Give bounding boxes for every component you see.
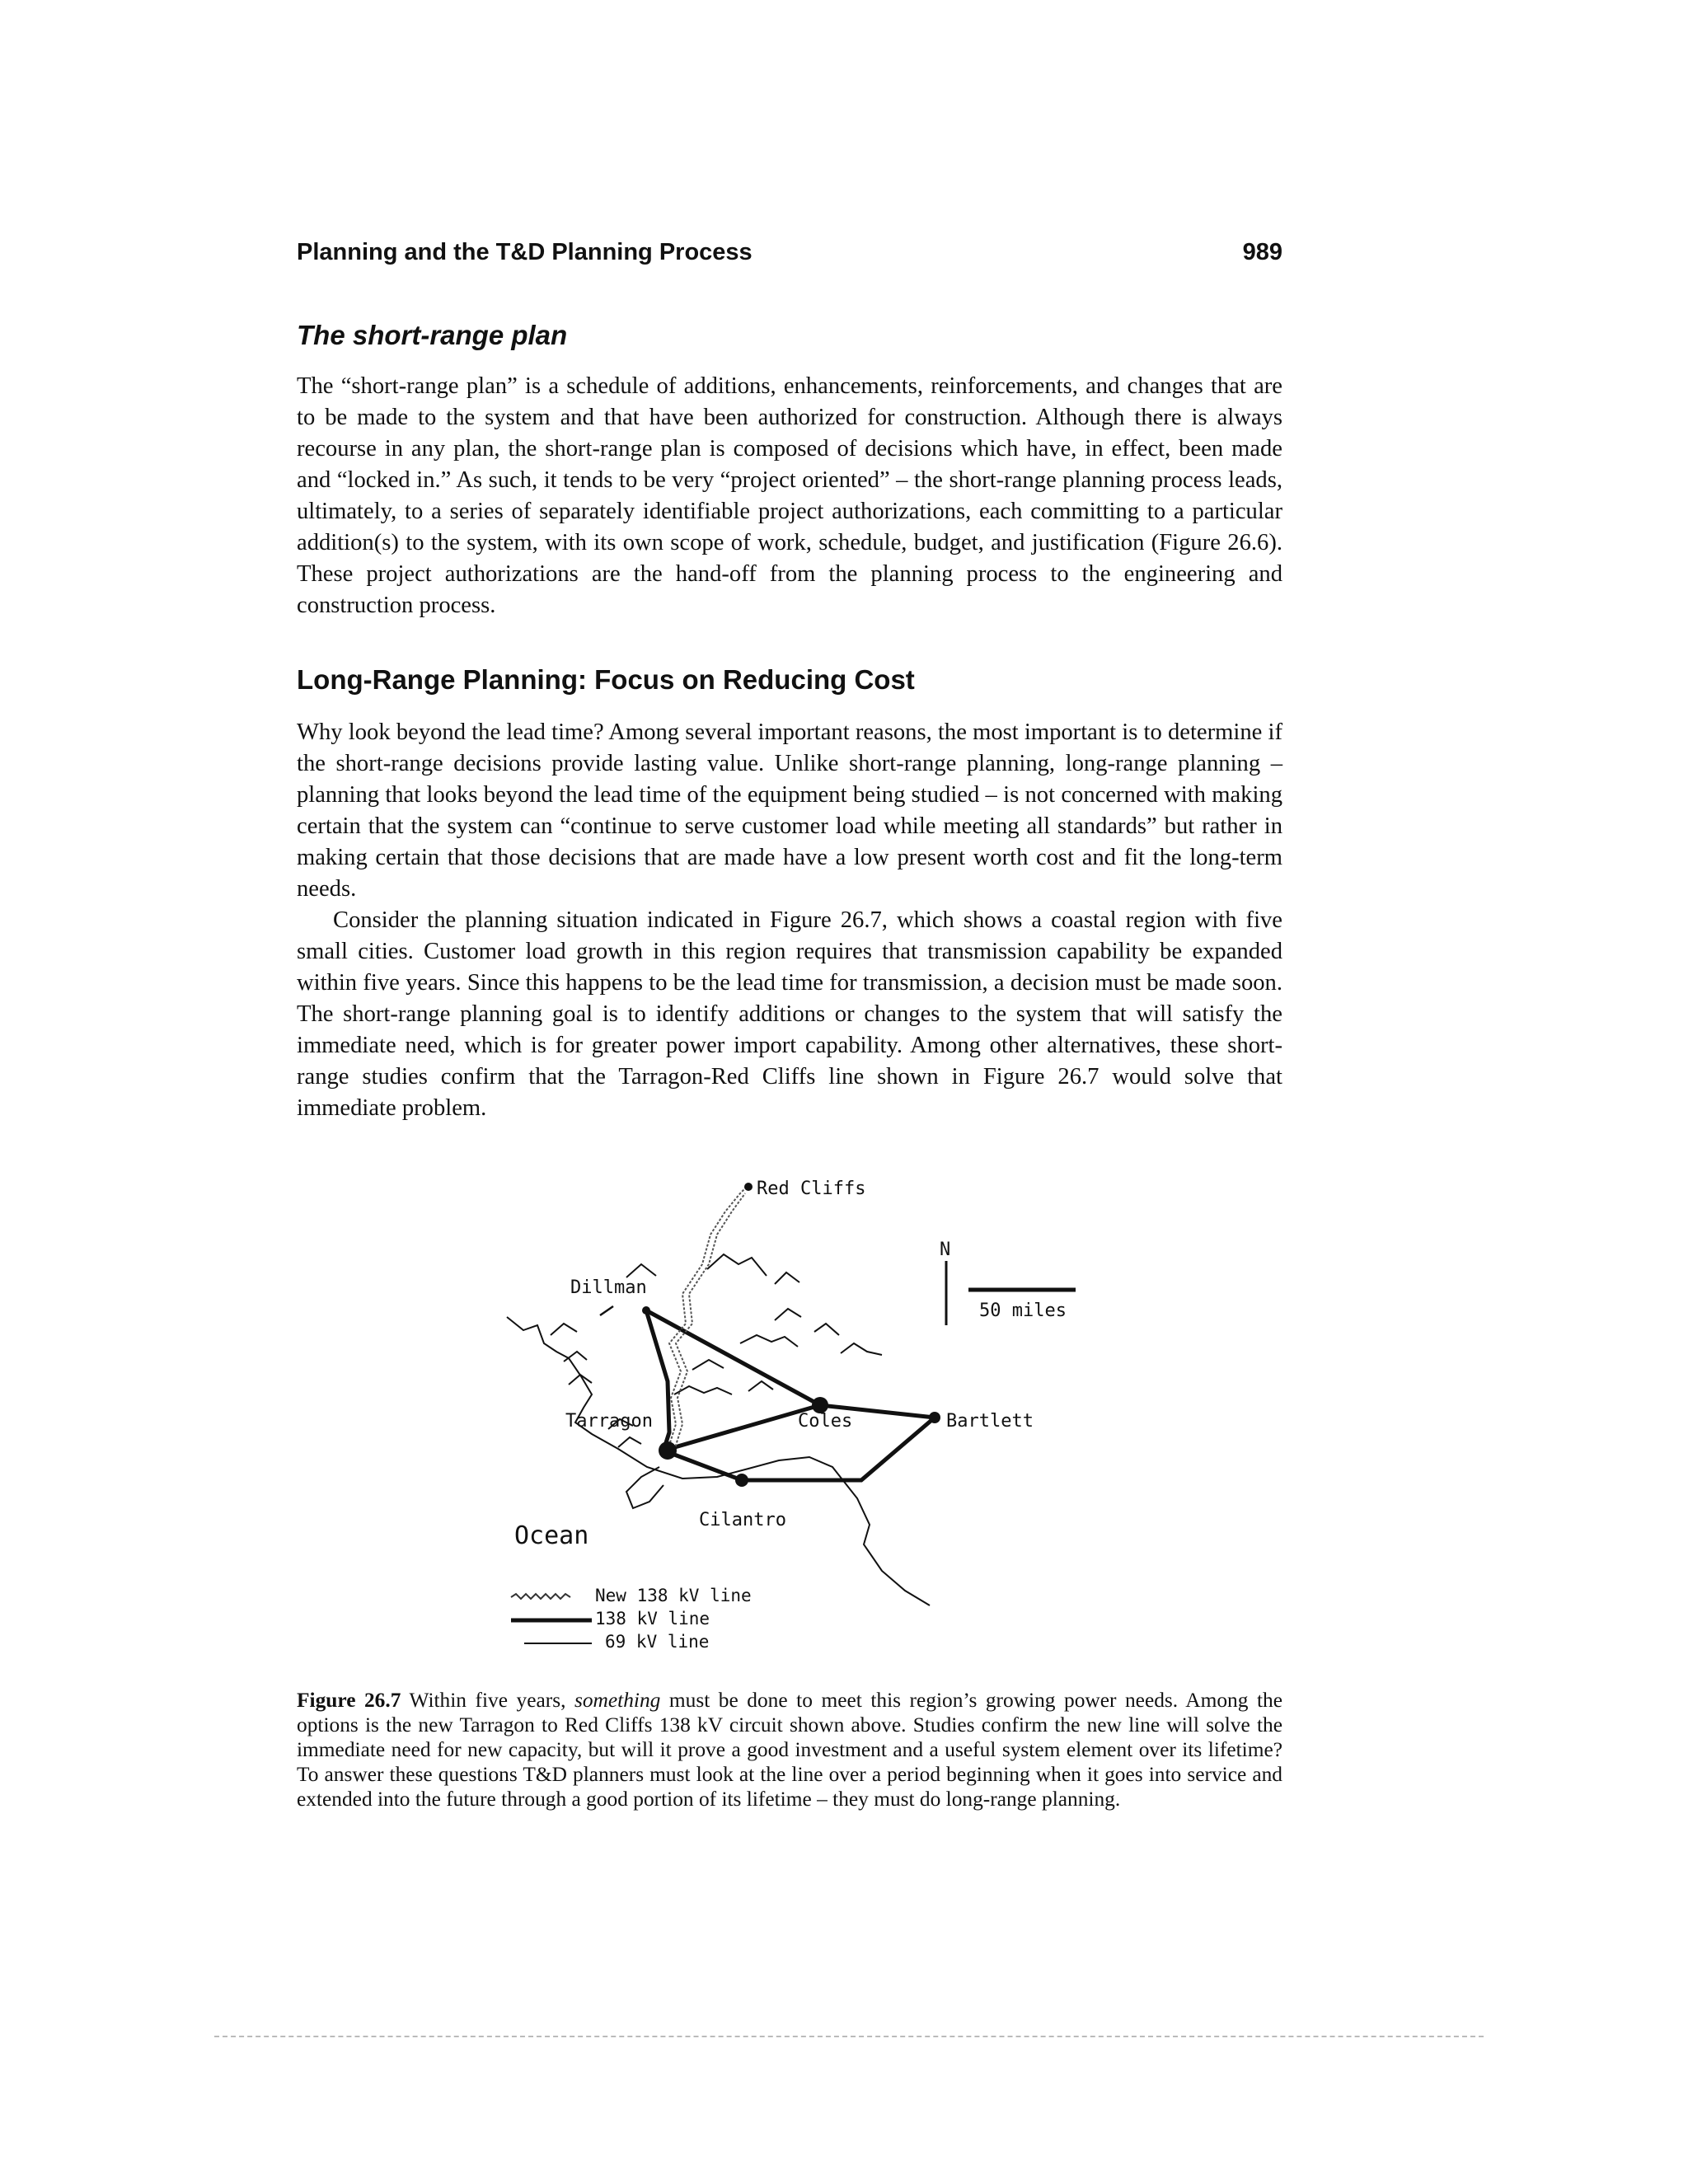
city-label-red-cliffs: Red Cliffs: [757, 1179, 866, 1199]
city-label-cilantro: Cilantro: [699, 1510, 786, 1530]
subsection-title: Long-Range Planning: Focus on Reducing Cost: [297, 664, 915, 695]
city-label-coles: Coles: [798, 1411, 853, 1432]
ocean-label: Ocean: [514, 1521, 589, 1550]
page-number: 989: [1242, 239, 1282, 265]
running-title: Planning and the T&D Planning Process: [297, 239, 753, 265]
legend-label-new-138kv: New 138 kV line: [595, 1586, 752, 1605]
scale-label: 50 miles: [979, 1301, 1067, 1321]
substation-dillman: [642, 1306, 650, 1315]
line-138kv: [646, 1310, 935, 1480]
section-title: The short-range plan: [297, 320, 568, 350]
figure-label: Figure 26.7: [297, 1689, 401, 1712]
caption-text-after: must be done to meet this region’s growing power needs. Among the options is the new Tarragon to Red Cliffs 138 kV circuit shown above. Studies confirm the new line will solve the immediate need for new capacity, but will it prove a good investment and a useful system element over its lifetime? To answer these questions T&D planners must look at the line over a period beginning when it goes into service and extended into the future through a good portion of its lifetime – they must do long-range planning.: [297, 1689, 1282, 1811]
body-paragraph: Consider the planning situation indicated in Figure 26.7, which shows a coastal region with five small cities. Customer load growth in this region requires that transmission capability be expanded within five years. Since this happens to be the lead time for transmission, a decision must be made soon. The short-range planning goal is to identify additions or changes to the system that will satisfy the immediate need, which is for greater power import capability. Among other alternatives, these short-range studies confirm that the Tarragon-Red Cliffs line shown in Figure 26.7 would solve that immediate problem.: [297, 907, 1282, 1121]
body-paragraph: Why look beyond the lead time? Among several important reasons, the most important is to determine if the short-range decisions provide lasting value. Unlike short-range planning, long-range planning – planning that looks beyond the lead time of the equipment being studied – is not concerned with making certain that the system can “continue to serve customer load while meeting all standards” but rather in making certain that those decisions that are made have a low present worth cost and fit the long-term needs.: [297, 719, 1282, 902]
coast-inlet: [626, 1467, 663, 1508]
footer-rule: [214, 2036, 1484, 2037]
north-label: N: [940, 1240, 951, 1260]
body-paragraph: The “short-range plan” is a schedule of additions, enhancements, reinforcements, and changes that are to be made to the system and that have been authorized for construction. Although there is always recourse in any plan, the short-range plan is composed of decisions which have, in effect, been made and “locked in.” As such, it tends to be very “project oriented” – the short-range planning process leads, ultimately, to a series of separately identifiable project authorizations, each committing to a particular addition(s) to the system, with its own scope of work, schedule, budget, and justification (Figure 26.6). These project authorizations are the hand-off from the planning process to the engineering and construction process.: [297, 373, 1282, 618]
city-label-dillman: Dillman: [570, 1277, 647, 1298]
substation-tarragon: [659, 1441, 677, 1460]
city-label-bartlett: Bartlett: [946, 1411, 1034, 1432]
figure-caption: [297, 1688, 1282, 1811]
coastline: [507, 1317, 930, 1605]
legend-label-69kv: 69 kV line: [605, 1632, 710, 1652]
legend-label-138kv: 138 kV line: [595, 1609, 710, 1629]
substation-cilantro: [735, 1474, 748, 1487]
legend-swatch-new-138kv: [511, 1594, 570, 1599]
city-label-tarragon: Tarragon: [565, 1411, 653, 1432]
figure-26-7-map: [495, 1179, 1088, 1673]
caption-emphasis: something: [574, 1689, 661, 1712]
caption-text-before: Within five years,: [401, 1689, 574, 1712]
running-header: [297, 239, 1282, 266]
substation-red-cliffs: [744, 1183, 753, 1191]
line-69kv: [600, 1306, 613, 1315]
substation-bartlett: [929, 1412, 940, 1423]
